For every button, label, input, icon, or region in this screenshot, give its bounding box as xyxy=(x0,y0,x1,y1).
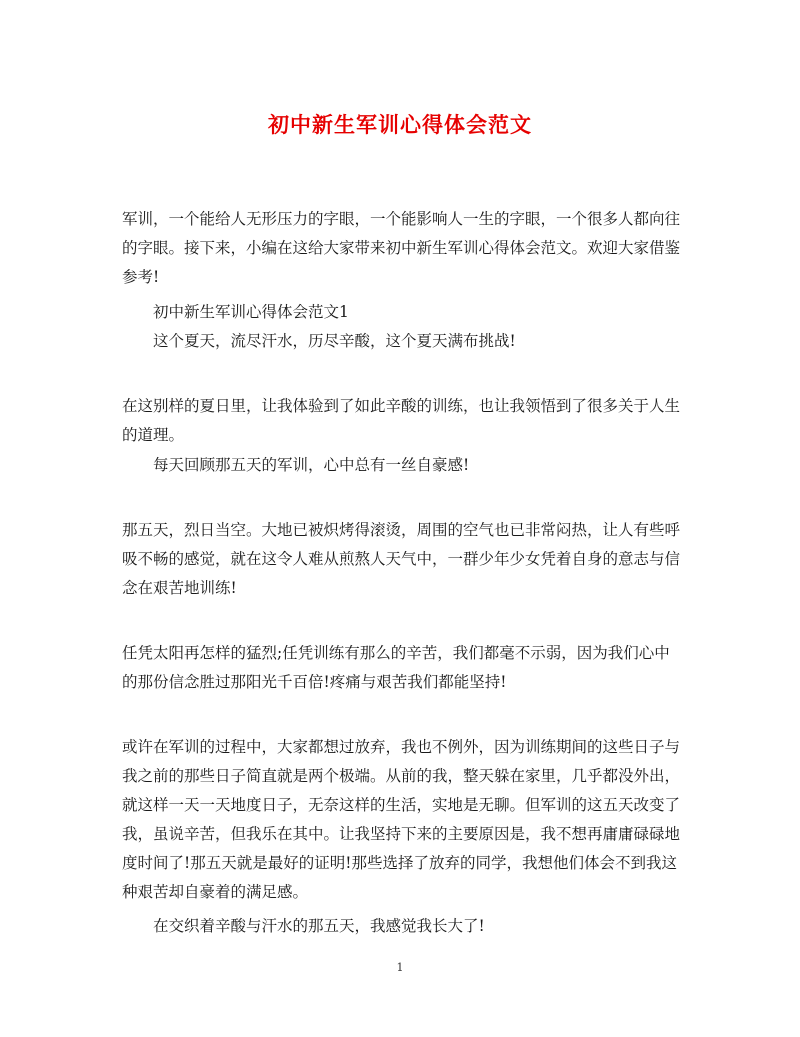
paragraph: 那五天，烈日当空。大地已被炽烤得滚烫，周围的空气也已非常闷热，让人有些呼吸不畅的感觉，就在这令人难从煎熬人天气中，一群少年少女凭着自身的意志与信念在艰苦地训练! xyxy=(122,521,681,597)
paragraph: 或许在军训的过程中，大家都想过放弃，我也不例外，因为训练期间的这些日子与我之前的那些日子简直就是两个极端。从前的我，整天躲在家里，几乎都没外出，就这样一天一天地度日子，无奈这样的生活，实地是无聊。但军训的这五天改变了我，虽说辛苦，但我乐在其中。让我坚持下来的主要原因是，我不想再庸庸碌碌地度时间了!那五天就是最好的证明!那些选择了放弃的同学，我想他们体会不到我这种艰苦却自豪着的满足感。 xyxy=(122,738,681,901)
paragraph: 任凭太阳再怎样的猛烈;任凭训练有那么的辛苦，我们都毫不示弱，因为我们心中的那份信念胜过那阳光千百倍!疼痛与艰苦我们都能坚持! xyxy=(122,644,670,691)
paragraph: 每天回顾那五天的军训，心中总有一丝自豪感! xyxy=(153,456,470,474)
paragraph: 在这别样的夏日里，让我体验到了如此辛酸的训练，也让我领悟到了很多关于人生的道理。 xyxy=(122,397,681,444)
section-heading: 初中新生军训心得体会范文1 xyxy=(153,303,349,321)
document-title: 初中新生军训心得体会范文 xyxy=(268,112,532,137)
paragraph: 这个夏天，流尽汗水，历尽辛酸，这个夏天满布挑战! xyxy=(153,332,516,350)
paragraph: 在交织着辛酸与汗水的那五天，我感觉我长大了! xyxy=(153,917,485,935)
page-number: 1 xyxy=(396,961,404,974)
intro-paragraph: 军训，一个能给人无形压力的字眼，一个能影响人一生的字眼，一个很多人都向往的字眼。接下来，小编在这给大家带来初中新生军训心得体会范文。欢迎大家借鉴参考! xyxy=(122,210,681,286)
